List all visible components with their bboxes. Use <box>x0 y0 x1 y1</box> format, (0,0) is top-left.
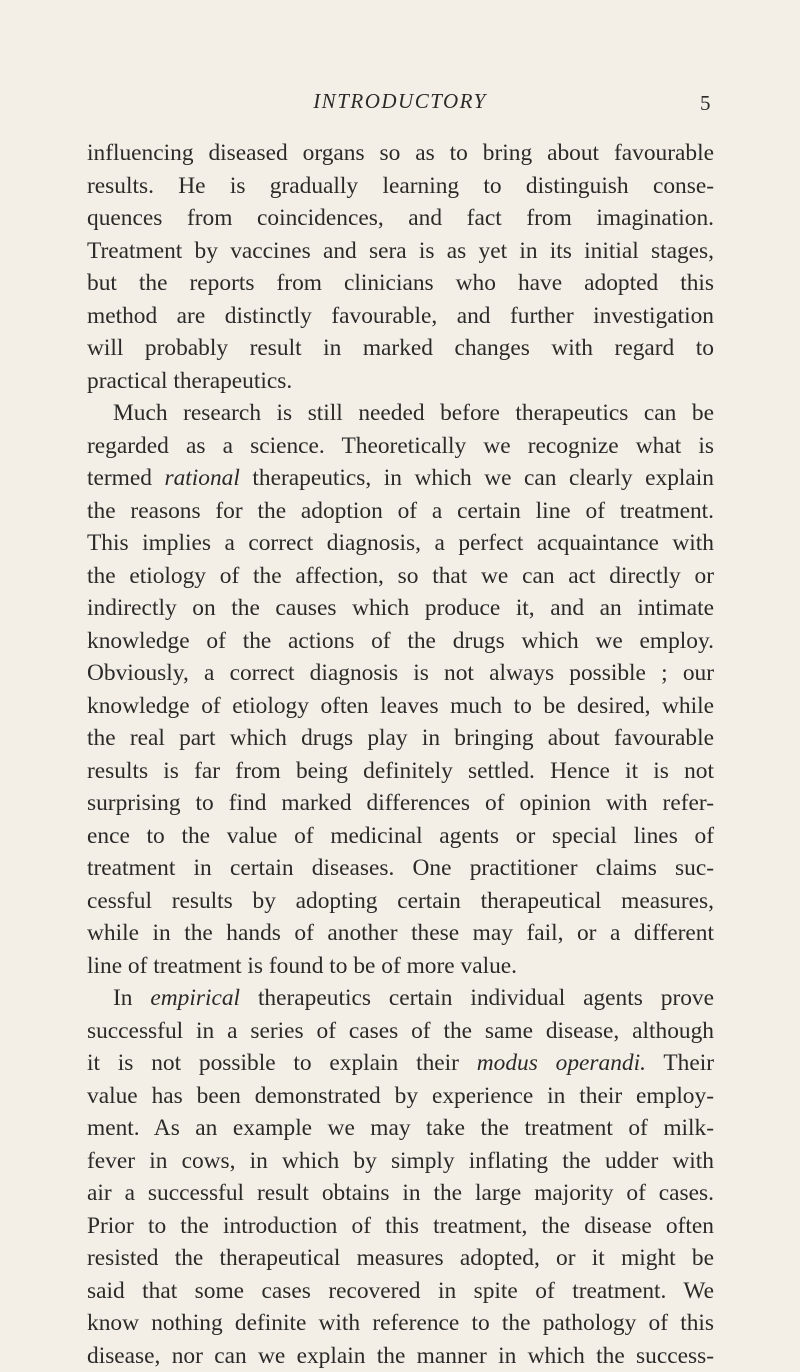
text-line: the reasons for the adoption of a certain line of treatment. <box>87 495 714 528</box>
italic-term: empirical <box>150 985 240 1011</box>
text-line: cessful results by adopting certain therapeutical measures, <box>87 885 714 918</box>
text-line: said that some cases recovered in spite of treatment. We <box>87 1275 714 1308</box>
text-line: disease, nor can we explain the manner in which the success- <box>87 1340 714 1372</box>
text-line: method are distinctly favourable, and further investigation <box>87 300 714 333</box>
text-line: while in the hands of another these may fail, or a different <box>87 917 714 950</box>
text-line: the real part which drugs play in bringing about favourable <box>87 722 714 755</box>
text-line: Treatment by vaccines and sera is as yet in its initial stages, <box>87 235 714 268</box>
text-line: quences from coincidences, and fact from imagination. <box>87 202 714 235</box>
text-line: Obviously, a correct diagnosis is not always possible ; our <box>87 657 714 690</box>
text-line: successful in a series of cases of the same disease, although <box>87 1015 714 1048</box>
running-head <box>0 89 800 119</box>
text-line: value has been demonstrated by experience in their employ- <box>87 1080 714 1113</box>
text-line: surprising to find marked differences of opinion with refer- <box>87 787 714 820</box>
text-line: Much research is still needed before therapeutics can be <box>87 397 714 430</box>
text-line: practical therapeutics. <box>87 365 714 398</box>
text-line: will probably result in marked changes with regard to <box>87 332 714 365</box>
text-line: Prior to the introduction of this treatment, the disease often <box>87 1210 714 1243</box>
text-line: ment. As an example we may take the treatment of milk- <box>87 1112 714 1145</box>
italic-term: rational <box>164 465 239 491</box>
text-line: knowledge of etiology often leaves much to be desired, while <box>87 690 714 723</box>
text-line: treatment in certain diseases. One practitioner claims suc- <box>87 852 714 885</box>
text-line: knowledge of the actions of the drugs which we employ. <box>87 625 714 658</box>
text-line: line of treatment is found to be of more value. <box>87 950 714 983</box>
italic-term: modus operandi. <box>477 1050 646 1076</box>
page-number: 5 <box>700 91 711 116</box>
text-line: the etiology of the affection, so that we can act directly or <box>87 560 714 593</box>
text-line: but the reports from clinicians who have adopted this <box>87 267 714 300</box>
text-line: regarded as a science. Theoretically we recognize what is <box>87 430 714 463</box>
text-line: This implies a correct diagnosis, a perfect acquaintance with <box>87 527 714 560</box>
text-line: air a successful result obtains in the large majority of cases. <box>87 1177 714 1210</box>
text-line: fever in cows, in which by simply inflating the udder with <box>87 1145 714 1178</box>
text-line: In empirical therapeutics certain individual agents prove <box>87 982 714 1015</box>
text-line: results is far from being definitely settled. Hence it is not <box>87 755 714 788</box>
text-line: resisted the therapeutical measures adopted, or it might be <box>87 1242 714 1275</box>
running-title: INTRODUCTORY <box>0 89 800 114</box>
text-line: termed rational therapeutics, in which we can clearly explain <box>87 462 714 495</box>
text-line: ence to the value of medicinal agents or special lines of <box>87 820 714 853</box>
text-line: know nothing definite with reference to the pathology of this <box>87 1307 714 1340</box>
body-text <box>87 137 714 1372</box>
text-line: it is not possible to explain their modus operandi. Their <box>87 1047 714 1080</box>
text-line: influencing diseased organs so as to bring about favourable <box>87 137 714 170</box>
text-line: indirectly on the causes which produce it, and an intimate <box>87 592 714 625</box>
text-line: results. He is gradually learning to distinguish conse- <box>87 170 714 203</box>
